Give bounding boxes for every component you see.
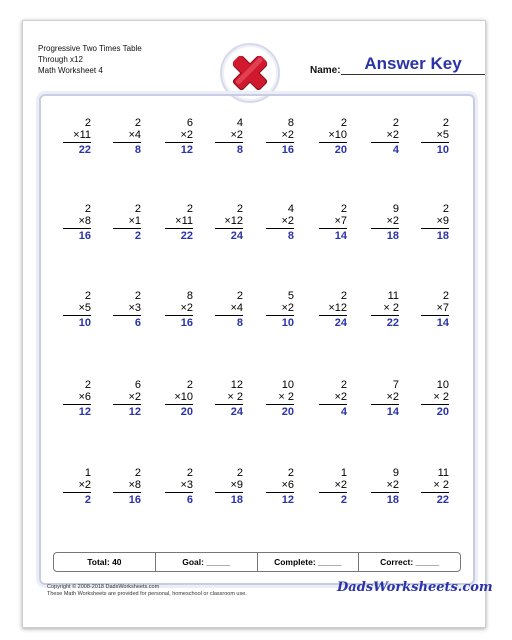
problem-multiplicand: 2 bbox=[134, 467, 141, 479]
problem bbox=[254, 467, 294, 506]
problem-multiplicand: 4 bbox=[287, 203, 294, 215]
copyright-line-2: These Math Worksheets are provided for personal, homeschool or classroom use. bbox=[47, 591, 247, 597]
problem-multiplier: ×3 bbox=[128, 302, 141, 314]
problem bbox=[359, 290, 399, 329]
problem-multiplicand: 2 bbox=[186, 467, 193, 479]
problem-multiplicand: 10 bbox=[281, 379, 294, 391]
worksheet-title bbox=[38, 43, 142, 76]
problem bbox=[51, 117, 91, 156]
problem bbox=[307, 290, 347, 329]
problem-multiplicand: 10 bbox=[436, 379, 449, 391]
problem-answer: 10 bbox=[436, 144, 449, 156]
problem-rule bbox=[319, 404, 347, 405]
problem-answer: 18 bbox=[230, 494, 243, 506]
problem bbox=[254, 379, 294, 418]
problem-multiplicand: 8 bbox=[287, 117, 294, 129]
problem-multiplicand: 11 bbox=[437, 467, 449, 479]
problem-answer: 2 bbox=[84, 494, 91, 506]
problem-answer: 4 bbox=[392, 144, 399, 156]
problem-rule bbox=[421, 404, 449, 405]
problem-multiplier: ×11 bbox=[175, 215, 193, 227]
problem-rule bbox=[165, 492, 193, 493]
problem-rule bbox=[215, 315, 243, 316]
problem-answer: 18 bbox=[386, 230, 399, 242]
problem-multiplicand: 2 bbox=[134, 290, 141, 302]
problem-answer: 22 bbox=[78, 144, 91, 156]
problem-multiplicand: 2 bbox=[442, 290, 449, 302]
problem-rule bbox=[165, 404, 193, 405]
problem-answer: 18 bbox=[436, 230, 449, 242]
problem-rule bbox=[63, 142, 91, 143]
problem-answer: 12 bbox=[281, 494, 294, 506]
problem-multiplier: ×4 bbox=[230, 302, 243, 314]
problem-multiplier: ×2 bbox=[386, 391, 399, 403]
problem-answer: 22 bbox=[386, 317, 399, 329]
problem-multiplicand: 11 bbox=[387, 290, 399, 302]
problem-multiplier: ×2 bbox=[281, 302, 294, 314]
problem-answer: 18 bbox=[386, 494, 399, 506]
problem bbox=[101, 290, 141, 329]
problem-rule bbox=[421, 228, 449, 229]
problem-rule bbox=[215, 228, 243, 229]
problem-multiplier: × 2 bbox=[278, 391, 294, 403]
problem-multiplier: ×9 bbox=[230, 479, 243, 491]
problem-rule bbox=[113, 315, 141, 316]
problem bbox=[101, 379, 141, 418]
problem-answer: 16 bbox=[180, 317, 193, 329]
problem bbox=[409, 467, 449, 506]
problem bbox=[307, 379, 347, 418]
problem-multiplier: ×11 bbox=[73, 129, 91, 141]
problem-multiplicand: 9 bbox=[392, 467, 399, 479]
problem-multiplier: ×10 bbox=[174, 391, 193, 403]
problem-multiplier: ×2 bbox=[230, 129, 243, 141]
problem-answer: 12 bbox=[78, 406, 91, 418]
problem-multiplicand: 1 bbox=[340, 467, 347, 479]
problem bbox=[101, 203, 141, 242]
title-line-2: Through x12 bbox=[38, 55, 83, 64]
problem-answer: 10 bbox=[78, 317, 91, 329]
problem bbox=[153, 203, 193, 242]
problem-answer: 20 bbox=[436, 406, 449, 418]
problem-answer: 14 bbox=[436, 317, 449, 329]
problem-multiplicand: 2 bbox=[236, 467, 243, 479]
problem-multiplicand: 2 bbox=[287, 467, 294, 479]
problem-answer: 24 bbox=[230, 230, 243, 242]
problem-rule bbox=[165, 142, 193, 143]
problem bbox=[359, 203, 399, 242]
problem-rule bbox=[266, 315, 294, 316]
problem-multiplier: ×10 bbox=[328, 129, 347, 141]
problem-rule bbox=[63, 404, 91, 405]
problem-rule bbox=[421, 315, 449, 316]
problem-multiplicand: 2 bbox=[84, 203, 91, 215]
problem-answer: 22 bbox=[180, 230, 193, 242]
problem-answer: 24 bbox=[230, 406, 243, 418]
problem bbox=[101, 467, 141, 506]
problem bbox=[203, 203, 243, 242]
problem-multiplicand: 2 bbox=[236, 290, 243, 302]
problem bbox=[359, 379, 399, 418]
problem-multiplicand: 2 bbox=[236, 203, 243, 215]
problem-multiplicand: 2 bbox=[134, 117, 141, 129]
problem-multiplier: ×7 bbox=[436, 302, 449, 314]
problem-multiplier: × 2 bbox=[433, 479, 449, 491]
problem-multiplicand: 2 bbox=[340, 117, 347, 129]
answer-key-heading: Answer Key bbox=[364, 54, 462, 73]
problem bbox=[409, 290, 449, 329]
problem-multiplier: ×2 bbox=[180, 129, 193, 141]
score-box bbox=[53, 552, 461, 572]
problem-multiplier: ×3 bbox=[180, 479, 193, 491]
problem-multiplicand: 1 bbox=[84, 467, 91, 479]
problem-multiplicand: 2 bbox=[340, 290, 347, 302]
problem-rule bbox=[215, 492, 243, 493]
problem-answer: 14 bbox=[386, 406, 399, 418]
problem-answer: 16 bbox=[281, 144, 294, 156]
problem-multiplier: ×2 bbox=[334, 391, 347, 403]
problem-multiplier: ×2 bbox=[334, 479, 347, 491]
problem-multiplicand: 2 bbox=[84, 290, 91, 302]
problem-multiplicand: 2 bbox=[84, 117, 91, 129]
problem-multiplier: ×6 bbox=[281, 479, 294, 491]
problem bbox=[153, 290, 193, 329]
problem-multiplicand: 7 bbox=[392, 379, 399, 391]
problem-answer: 6 bbox=[186, 494, 193, 506]
problem-rule bbox=[266, 404, 294, 405]
problem bbox=[409, 117, 449, 156]
problem-multiplicand: 2 bbox=[442, 117, 449, 129]
problem-rule bbox=[266, 142, 294, 143]
problem-rule bbox=[63, 228, 91, 229]
problem-multiplier: ×2 bbox=[128, 391, 141, 403]
problem-rule bbox=[421, 492, 449, 493]
problem-rule bbox=[113, 492, 141, 493]
problem-rule bbox=[319, 228, 347, 229]
problem-multiplier: ×8 bbox=[78, 215, 91, 227]
problem-rule bbox=[319, 315, 347, 316]
dadsworksheets-logo[interactable]: DadsWorksheets.com bbox=[337, 580, 493, 595]
problem-multiplier: ×12 bbox=[328, 302, 347, 314]
problem-rule bbox=[165, 315, 193, 316]
problem-answer: 8 bbox=[287, 230, 294, 242]
problem-answer: 22 bbox=[436, 494, 449, 506]
problem-rule bbox=[113, 404, 141, 405]
problem-multiplicand: 2 bbox=[186, 203, 193, 215]
problem-multiplier: ×7 bbox=[334, 215, 347, 227]
problem-rule bbox=[215, 142, 243, 143]
problem bbox=[203, 290, 243, 329]
problem-answer: 4 bbox=[340, 406, 347, 418]
problem-multiplier: ×2 bbox=[386, 215, 399, 227]
problem bbox=[203, 379, 243, 418]
problem bbox=[307, 203, 347, 242]
problem-multiplicand: 2 bbox=[442, 203, 449, 215]
problem-answer: 2 bbox=[340, 494, 347, 506]
problem-multiplier: ×1 bbox=[128, 215, 141, 227]
problem-rule bbox=[319, 142, 347, 143]
problem-multiplier: ×12 bbox=[224, 215, 243, 227]
problem bbox=[203, 117, 243, 156]
problem-multiplier: ×5 bbox=[436, 129, 449, 141]
problem-answer: 24 bbox=[334, 317, 347, 329]
problem-multiplicand: 6 bbox=[134, 379, 141, 391]
problem-answer: 8 bbox=[236, 144, 243, 156]
problem-multiplicand: 5 bbox=[287, 290, 294, 302]
problem-rule bbox=[371, 492, 399, 493]
problem-multiplicand: 2 bbox=[340, 379, 347, 391]
problem bbox=[153, 467, 193, 506]
problem-multiplicand: 8 bbox=[186, 290, 193, 302]
problem-rule bbox=[113, 142, 141, 143]
problem-multiplier: × 2 bbox=[383, 302, 399, 314]
problems-grid bbox=[51, 117, 461, 557]
problem bbox=[307, 117, 347, 156]
problem bbox=[153, 117, 193, 156]
problem-multiplicand: 2 bbox=[134, 203, 141, 215]
problem-answer: 20 bbox=[334, 144, 347, 156]
copyright-line-1: Copyright © 2008-2018 DadsWorksheets.com bbox=[47, 584, 160, 590]
problem bbox=[51, 290, 91, 329]
problem-answer: 14 bbox=[334, 230, 347, 242]
problem bbox=[359, 117, 399, 156]
problem-rule bbox=[63, 315, 91, 316]
name-label: Name: bbox=[310, 65, 341, 76]
problem-answer: 8 bbox=[134, 144, 141, 156]
problem-answer: 6 bbox=[134, 317, 141, 329]
problem bbox=[153, 379, 193, 418]
problem-multiplier: × 2 bbox=[433, 391, 449, 403]
problem-multiplicand: 4 bbox=[236, 117, 243, 129]
problem-answer: 2 bbox=[134, 230, 141, 242]
problem-multiplier: ×9 bbox=[436, 215, 449, 227]
problem-multiplicand: 9 bbox=[392, 203, 399, 215]
problem bbox=[254, 203, 294, 242]
problem-multiplier: × 2 bbox=[227, 391, 243, 403]
problem bbox=[101, 117, 141, 156]
problem-answer: 16 bbox=[128, 494, 141, 506]
problem bbox=[359, 467, 399, 506]
problem-rule bbox=[371, 404, 399, 405]
problem-rule bbox=[113, 228, 141, 229]
problem-multiplier: ×2 bbox=[386, 479, 399, 491]
problem-multiplicand: 2 bbox=[84, 379, 91, 391]
problem bbox=[409, 379, 449, 418]
problem bbox=[51, 467, 91, 506]
problem-rule bbox=[371, 228, 399, 229]
problem-answer: 8 bbox=[236, 317, 243, 329]
problem-multiplier: ×2 bbox=[281, 129, 294, 141]
problem-rule bbox=[319, 492, 347, 493]
problem-multiplier: ×8 bbox=[128, 479, 141, 491]
problem-rule bbox=[165, 228, 193, 229]
problem-multiplier: ×6 bbox=[78, 391, 91, 403]
problem-multiplicand: 2 bbox=[340, 203, 347, 215]
problem-rule bbox=[63, 492, 91, 493]
problem bbox=[51, 379, 91, 418]
problem-multiplicand: 6 bbox=[186, 117, 193, 129]
problem-rule bbox=[421, 142, 449, 143]
problem bbox=[203, 467, 243, 506]
problem bbox=[254, 117, 294, 156]
problem-multiplicand: 2 bbox=[392, 117, 399, 129]
problem-answer: 12 bbox=[180, 144, 193, 156]
problem-answer: 20 bbox=[281, 406, 294, 418]
problem-rule bbox=[371, 142, 399, 143]
name-underline bbox=[341, 74, 485, 75]
copyright-notice bbox=[47, 584, 247, 598]
worksheet-page bbox=[22, 20, 493, 628]
problem-multiplier: ×2 bbox=[180, 302, 193, 314]
title-line-1: Progressive Two Times Table bbox=[38, 44, 142, 53]
problem-answer: 20 bbox=[180, 406, 193, 418]
problem bbox=[254, 290, 294, 329]
problem bbox=[51, 203, 91, 242]
problem bbox=[307, 467, 347, 506]
problem-multiplicand: 12 bbox=[230, 379, 243, 391]
problem-answer: 16 bbox=[78, 230, 91, 242]
problem-answer: 12 bbox=[128, 406, 141, 418]
problem-multiplier: ×2 bbox=[78, 479, 91, 491]
problem-multiplier: ×2 bbox=[281, 215, 294, 227]
goal-field: Goal: _____ bbox=[156, 553, 258, 571]
title-line-3: Math Worksheet 4 bbox=[38, 66, 103, 75]
total-field: Total: 40 bbox=[54, 553, 156, 571]
problem-multiplier: ×2 bbox=[386, 129, 399, 141]
correct-field: Correct: _____ bbox=[380, 557, 440, 567]
problem-rule bbox=[266, 228, 294, 229]
problem-multiplicand: 2 bbox=[186, 379, 193, 391]
problem-rule bbox=[371, 315, 399, 316]
problem bbox=[409, 203, 449, 242]
problem-answer: 10 bbox=[281, 317, 294, 329]
problem-rule bbox=[266, 492, 294, 493]
problem-multiplier: ×4 bbox=[128, 129, 141, 141]
complete-field: Complete: _____ bbox=[258, 553, 360, 571]
problem-multiplier: ×5 bbox=[78, 302, 91, 314]
problem-rule bbox=[215, 404, 243, 405]
